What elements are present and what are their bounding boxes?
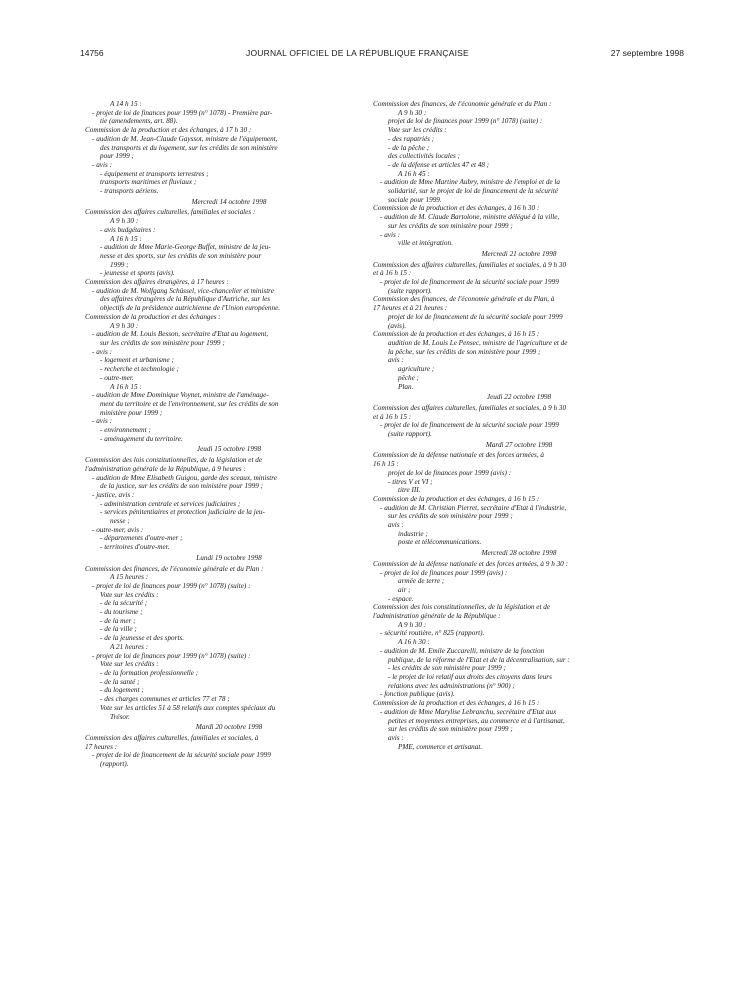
date-heading: Jeudi 22 octobre 1998 [486, 393, 552, 402]
text-line: A 15 heures : [110, 573, 149, 582]
text-line: projet de loi de financement de la sécurité sociale pour 1999 [388, 312, 563, 321]
text-line: sur les crédits de son ministère pour 1999 ; [388, 725, 513, 734]
text-line: A 9 h 30 : [110, 321, 139, 330]
text-line: Commission des affaires culturelles, familiales et sociales, à [85, 733, 259, 742]
text-line: projet de loi de finances pour 1999 (n° 1078) (suite) : [388, 117, 543, 126]
text-line: ville et intégration. [398, 239, 453, 248]
text-line: - services pénitentiaires et protection judiciaire de la jeu- [100, 508, 265, 517]
text-line: Commission de la production et des échanges : [85, 312, 221, 321]
text-line: PME, commerce et artisanat. [398, 742, 483, 751]
text-line: ministère pour 1999 ; [100, 408, 163, 417]
text-line: Commission des lois constitutionnelles, de la législation et de [85, 456, 263, 465]
text-line: - des charges communes et articles 77 et 78 ; [100, 695, 230, 704]
text-line: - espace. [388, 594, 414, 603]
text-line: avis : [388, 356, 404, 365]
text-line: - audition de M. Louis Besson, secrétaire d'Etat au logement, [92, 330, 269, 339]
text-line: des collectivités locales ; [388, 152, 461, 161]
text-line: - avis budgétaires : [100, 225, 156, 234]
text-line: Plan. [398, 382, 414, 391]
text-line: A 16 h 15 : [110, 234, 142, 243]
text-line: 17 heures et à 21 heures : [373, 304, 448, 313]
text-line: - fonction publique (avis). [380, 690, 455, 699]
text-line: - avis : [92, 417, 112, 426]
text-line: Commission des affaires étrangères, à 17 heures : [85, 278, 229, 287]
text-line: - audition de Mme Martine Aubry, ministre de l'emploi et de la [380, 178, 560, 187]
text-line: sur les crédits de son ministère pour 1999 ; [388, 221, 513, 230]
text-line: A 9 h 30 : [110, 217, 139, 226]
text-line: l'administration générale de la République : [373, 612, 501, 621]
text-line: Vote sur les crédits : [100, 590, 159, 599]
text-line: projet de loi de finances pour 1999 (avis) : [388, 468, 512, 477]
text-line: Commission de la production et des échanges, à 16 h 15 : [373, 330, 540, 339]
text-line: relations avec les administrations (n° 900) ; [388, 681, 515, 690]
text-line: A 16 h 15 : [110, 382, 142, 391]
text-line: - aménagement du territoire. [100, 434, 183, 443]
text-line: Vote sur les crédits : [100, 660, 159, 669]
text-line: - titres V et VI ; [388, 477, 433, 486]
text-line: et à 16 h 15 : [373, 269, 412, 278]
text-line: - environnement ; [100, 426, 151, 435]
text-line: titre III. [398, 486, 421, 495]
text-line: - audition de M. Wolfgang Schüssel, vice-chancelier et ministre [92, 286, 274, 295]
text-line: air ; [398, 585, 411, 594]
text-line: Commission des affaires culturelles, familiales et sociales, à 9 h 30 [373, 403, 567, 412]
text-line: armée de terre ; [398, 577, 445, 586]
text-line: A 16 h 45 : [398, 169, 430, 178]
text-line: - administration centrale et services judiciaires ; [100, 499, 241, 508]
text-line: sur les crédits de son ministère pour 1999 ; [388, 512, 513, 521]
text-line: Commission des finances, de l'économie générale et du Plan : [85, 564, 264, 573]
text-line: (suite rapport). [388, 430, 432, 439]
text-line: A 14 h 15 : [110, 100, 142, 108]
text-line: l'administration générale de la République, à 9 heures : [85, 464, 246, 473]
text-line: - du logement ; [100, 686, 144, 695]
text-line: des affaires étrangères de la République d'Autriche, sur les [100, 295, 271, 304]
publication-date: 27 septembre 1998 [610, 48, 684, 58]
text-line: Commission de la production et des échanges, à 16 h 15 : [373, 699, 540, 708]
text-line: - projet de loi de financement de la sécurité sociale pour 1999 [380, 421, 559, 430]
page-number: 14756 [80, 48, 104, 58]
text-line: - audition de Mme Marylise Lebranchu, secrétaire d'Etat aux [380, 707, 557, 716]
text-line: industrie ; [398, 529, 428, 538]
text-line: Vote sur les articles 51 à 58 relatifs aux comptes spéciaux du [100, 703, 276, 712]
text-line: de la justice, sur les crédits de son ministère pour 1999 ; [100, 482, 264, 491]
text-line: (suite rapport). [388, 286, 432, 295]
text-line: - logement et urbanisme ; [100, 356, 174, 365]
text-line: - de la sécurité ; [100, 599, 148, 608]
text-line: sociale pour 1999. [388, 195, 442, 204]
text-line: - territoires d'outre-mer. [100, 543, 170, 552]
text-line: - audition de Mme Elisabeth Guigou, garde des sceaux, ministre [92, 473, 277, 482]
text-line: - avis : [92, 347, 112, 356]
text-line: - outre-mer, avis : [92, 525, 144, 534]
text-line: - avis : [92, 160, 112, 169]
text-line: - audition de Mme Dominique Voynet, ministre de l'aménage- [92, 391, 269, 400]
text-line: - audition de M. Emile Zuccarelli, ministre de la fonction [380, 646, 545, 655]
text-line: - projet de loi de finances pour 1999 (avis) : [380, 568, 508, 577]
text-line: objectifs de la présidence autrichienne de l'Union européenne. [100, 304, 281, 313]
right-column [373, 100, 665, 751]
text-line: - projet de loi de finances pour 1999 (n° 1078) - Première par- [92, 108, 273, 117]
date-heading: Mercredi 14 octobre 1998 [191, 197, 267, 206]
text-line: A 9 h 30 : [398, 108, 427, 117]
text-line: - de la santé ; [100, 677, 140, 686]
text-line: A 9 h 30 : [398, 620, 427, 629]
text-line: - sécurité routière, n° 825 (rapport). [380, 629, 485, 638]
text-line: Commission de la défense nationale et des forces armées, à 9 h 30 : [373, 559, 568, 568]
text-line: - départements d'outre-mer ; [100, 534, 183, 543]
text-line: A 21 heures : [110, 642, 149, 651]
text-line: - audition de M. Claude Bartolone, ministre délégué à la ville, [380, 213, 560, 222]
date-heading: Mercredi 21 octobre 1998 [481, 249, 557, 258]
text-line: - de la jeunesse et des sports. [100, 634, 185, 643]
text-line: - justice, avis : [92, 490, 135, 499]
text-line: poste et télécommunications. [398, 538, 482, 547]
text-line: Commission de la production et des échanges, à 17 h 30 : [85, 126, 252, 135]
text-line: - des rapatriés ; [388, 134, 435, 143]
date-heading: Jeudi 15 octobre 1998 [196, 445, 262, 454]
text-line: - projet de loi de financement de la sécurité sociale pour 1999 [92, 751, 271, 760]
text-line: A 16 h 30 : [398, 638, 430, 647]
text-line: audition de M. Louis Le Pensec, ministre de l'agriculture et de [388, 338, 568, 347]
text-line: avis : [388, 521, 404, 530]
text-line: - du tourisme ; [100, 608, 143, 617]
text-line: - outre-mer. [100, 373, 134, 382]
text-line: - le projet de loi relatif aux droits des citoyens dans leurs [388, 673, 552, 681]
text-line: - audition de M. Christian Pierret, secrétaire d'Etat à l'industrie, [380, 503, 567, 512]
date-heading: Mercredi 28 octobre 1998 [481, 549, 557, 558]
text-line: - projet de loi de finances pour 1999 (n° 1078) (suite) : [92, 581, 251, 590]
text-line: Commission des lois constitutionnelles, de la législation et de [373, 603, 551, 612]
text-line: Commission de la défense nationale et des forces armées, à [373, 451, 545, 460]
text-line: solidarité, sur le projet de loi de financement de la sécurité [388, 187, 559, 196]
text-line: - de la formation professionnelle ; [100, 669, 199, 677]
text-line: Commission des finances, de l'économie générale et du Plan : [373, 100, 552, 108]
text-line: 1999 ; [110, 260, 129, 269]
text-line: (rapport). [100, 760, 129, 769]
text-line: - les crédits de son ministère pour 1999 ; [388, 664, 506, 673]
text-line: Commission des finances, de l'économie générale et du Plan, à [373, 295, 555, 304]
text-line: Vote sur les crédits : [388, 126, 447, 135]
left-column [85, 100, 373, 769]
text-line: publique, de la réforme de l'Etat et de la décentralisation, sur : [388, 655, 570, 664]
date-heading: Mardi 27 octobre 1998 [485, 440, 553, 449]
text-line: avis : [388, 733, 404, 742]
text-line: - projet de loi de financement de la sécurité sociale pour 1999 [380, 278, 559, 287]
text-line: nesse et des sports, sur les crédits de son ministère pour [100, 251, 262, 260]
text-line: Commission de la production et des échanges, à 16 h 30 : [373, 204, 540, 213]
text-line: la pêche, sur les crédits de son ministère pour 1999 ; [388, 347, 541, 356]
text-line: Trésor. [110, 712, 130, 721]
text-line: - équipement et transports terrestres ; [100, 169, 209, 178]
text-line: - de la pêche ; [388, 143, 430, 152]
text-line: - audition de Mme Marie-George Buffet, ministre de la jeu- [100, 243, 271, 252]
text-line: - jeunesse et sports (avis). [100, 269, 175, 278]
text-line: sur les crédits de son ministère pour 1999 ; [100, 338, 225, 347]
text-line: des transports et du logement, sur les crédits de son ministère [100, 143, 278, 152]
text-line: nesse ; [110, 517, 130, 526]
page-header [0, 48, 731, 62]
date-heading: Mardi 20 octobre 1998 [195, 723, 263, 732]
text-line: agriculture ; [398, 365, 435, 374]
text-line: - de la ville ; [100, 625, 137, 634]
text-line: tie (amendements, art. 88). [100, 117, 178, 126]
text-line: pêche ; [398, 373, 419, 382]
text-line: (avis). [388, 321, 407, 330]
text-line: Commission de la production et des échanges, à 16 h 15 : [373, 494, 540, 503]
text-line: - de la mer ; [100, 616, 136, 625]
text-line: 16 h 15 : [373, 460, 399, 469]
journal-title: JOURNAL OFFICIEL DE LA RÉPUBLIQUE FRANÇAISE [246, 48, 469, 58]
text-line: - recherche et technologie ; [100, 365, 179, 374]
text-line: pour 1999 ; [100, 152, 134, 161]
text-line: - audition de M. Jean-Claude Gayssot, ministre de l'équipement, [92, 134, 278, 143]
text-line: - transports aériens. [100, 187, 159, 196]
text-line: Commission des affaires culturelles, familiales et sociales, à 9 h 30 [373, 260, 567, 269]
text-line: - projet de loi de finances pour 1999 (n° 1078) (suite) : [92, 651, 251, 660]
text-line: - avis : [380, 230, 400, 239]
text-line: 17 heures : [85, 742, 118, 751]
date-heading: Lundi 19 octobre 1998 [196, 553, 262, 562]
text-line: petites et moyennes entreprises, au commerce et à l'artisanat, [388, 716, 565, 725]
text-line: transports maritimes et fluviaux ; [100, 178, 197, 187]
text-line: et à 16 h 15 : [373, 412, 412, 421]
text-line: ment du territoire et de l'environnement, sur les crédits de son [100, 399, 279, 408]
text-line: - de la défense et articles 47 et 48 ; [388, 160, 490, 169]
text-line: Commission des affaires culturelles, familiales et sociales : [85, 208, 256, 217]
